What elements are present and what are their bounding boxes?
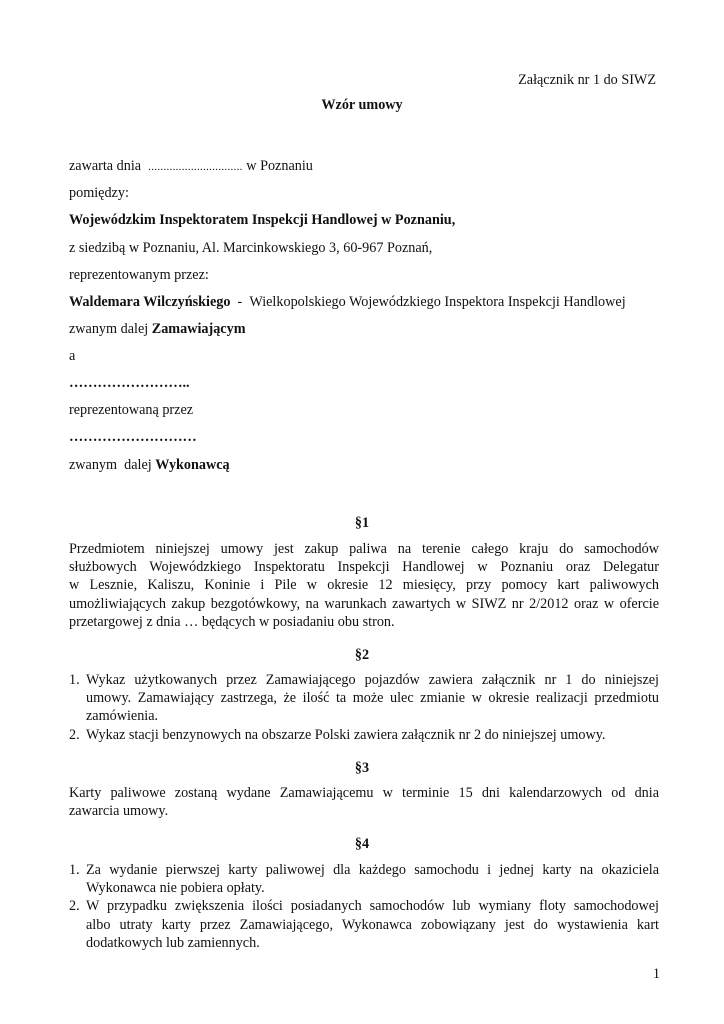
section1-line: umożliwiających zakup bezgotówkowy, na warunkach zawartych w SIWZ nr 2/2012 oraz w ofercie <box>69 595 659 612</box>
called2-prefix: zwanym dalej <box>69 457 152 473</box>
party1-address: z siedzibą w Poznaniu, Al. Marcinkowskiego 3, 60-967 Poznań, <box>69 240 433 256</box>
concluded-prefix: zawarta dnia <box>69 158 142 174</box>
section1-line: służbowych Wojewódzkiego Inspektoratu Inspekcji Handlowej w Poznaniu oraz Delegatur <box>69 559 659 576</box>
called-prefix: zwanym dalej <box>69 321 149 337</box>
section3-line: zawarcia umowy. <box>69 803 169 820</box>
item-line: zamówienia. <box>86 708 159 725</box>
called2-line <box>69 457 230 474</box>
between-label: pomiędzy: <box>69 185 129 201</box>
item-number: 1. <box>69 862 80 878</box>
section1-line: przetargowej z dnia … będących w posiadaniu obu stron. <box>69 613 395 630</box>
called-line <box>69 321 246 338</box>
section3-line: Karty paliwowe zostaną wydane Zamawiającemu w terminie 15 dni kalendarzowych od dnia <box>69 785 659 801</box>
represented-by2-label: reprezentowaną przez <box>69 402 194 418</box>
concluded-place: w Poznaniu <box>246 158 313 174</box>
representative2-placeholder: ……………………… <box>69 429 197 445</box>
section1-line: w Lesznie, Kaliszu, Koninie i Pile w okresie 12 miesięcy, przy pomocy kart paliwowych <box>69 577 659 594</box>
item-line: Wykonawca nie pobiera opłaty. <box>86 880 265 897</box>
list-item <box>69 726 659 744</box>
section4-heading: §4 <box>354 836 370 852</box>
list-item <box>69 897 659 952</box>
item-line: Wykaz użytkowanych przez Zamawiającego pojazdów zawiera załącznik nr 1 do niniejszej <box>86 672 659 688</box>
item-line: umowy. Zamawiający zastrzega, że ilość ta może ulec zmianie w okresie realizacji przedmiotu <box>86 690 659 707</box>
item-line: Wykaz stacji benzynowych na obszarze Polski zawiera załącznik nr 2 do niniejszej umowy. <box>86 726 606 743</box>
section3-paragraph <box>69 784 659 820</box>
item-line: dodatkowych lub zamiennych. <box>86 934 260 951</box>
section1-paragraph <box>69 540 659 631</box>
party1-name: Wojewódzkim Inspektoratem Inspekcji Handlowej w Poznaniu, <box>69 212 456 228</box>
section3-heading: §3 <box>354 760 370 776</box>
document-title: Wzór umowy <box>321 97 403 113</box>
represented-by-label: reprezentowanym przez: <box>69 267 209 283</box>
item-line: Za wydanie pierwszej karty paliwowej dla każdego samochodu i jednej karty na okaziciela <box>86 862 659 878</box>
called-name: Zamawiającym <box>151 321 246 337</box>
representative-title: Wielkopolskiego Wojewódzkiego Inspektora Inspekcji Handlowej <box>249 294 626 310</box>
called2-name: Wykonawcą <box>155 457 230 473</box>
representative-name: Waldemara Wilczyńskiego <box>69 294 231 310</box>
item-line: W przypadku zwiększenia ilości posiadanych samochodów lub wymiany floty samochodowej <box>86 898 659 915</box>
item-line: albo utraty karty przez Zamawiającego, Wykonawca zobowiązany jest do wystawienia kart <box>86 916 659 933</box>
page-number: 1 <box>652 966 660 982</box>
section2-list <box>69 671 659 744</box>
section4-list <box>69 861 659 952</box>
and-label: a <box>69 348 76 364</box>
representative-separator: - <box>237 294 243 310</box>
section1-heading: §1 <box>354 515 370 531</box>
list-item <box>69 861 659 897</box>
item-number: 2. <box>69 898 80 915</box>
item-number: 1. <box>69 672 80 688</box>
concluded-date-dots: ............................... <box>148 161 243 173</box>
concluded-line <box>69 158 313 175</box>
list-item <box>69 671 659 726</box>
party2-placeholder: …………………….. <box>69 375 190 391</box>
item-number: 2. <box>69 726 80 743</box>
annex-label: Załącznik nr 1 do SIWZ <box>518 72 656 88</box>
representative-line <box>69 294 626 311</box>
section2-heading: §2 <box>354 647 370 663</box>
section1-line: Przedmiotem niniejszej umowy jest zakup paliwa na terenie całego kraju do samochodów <box>69 541 659 557</box>
